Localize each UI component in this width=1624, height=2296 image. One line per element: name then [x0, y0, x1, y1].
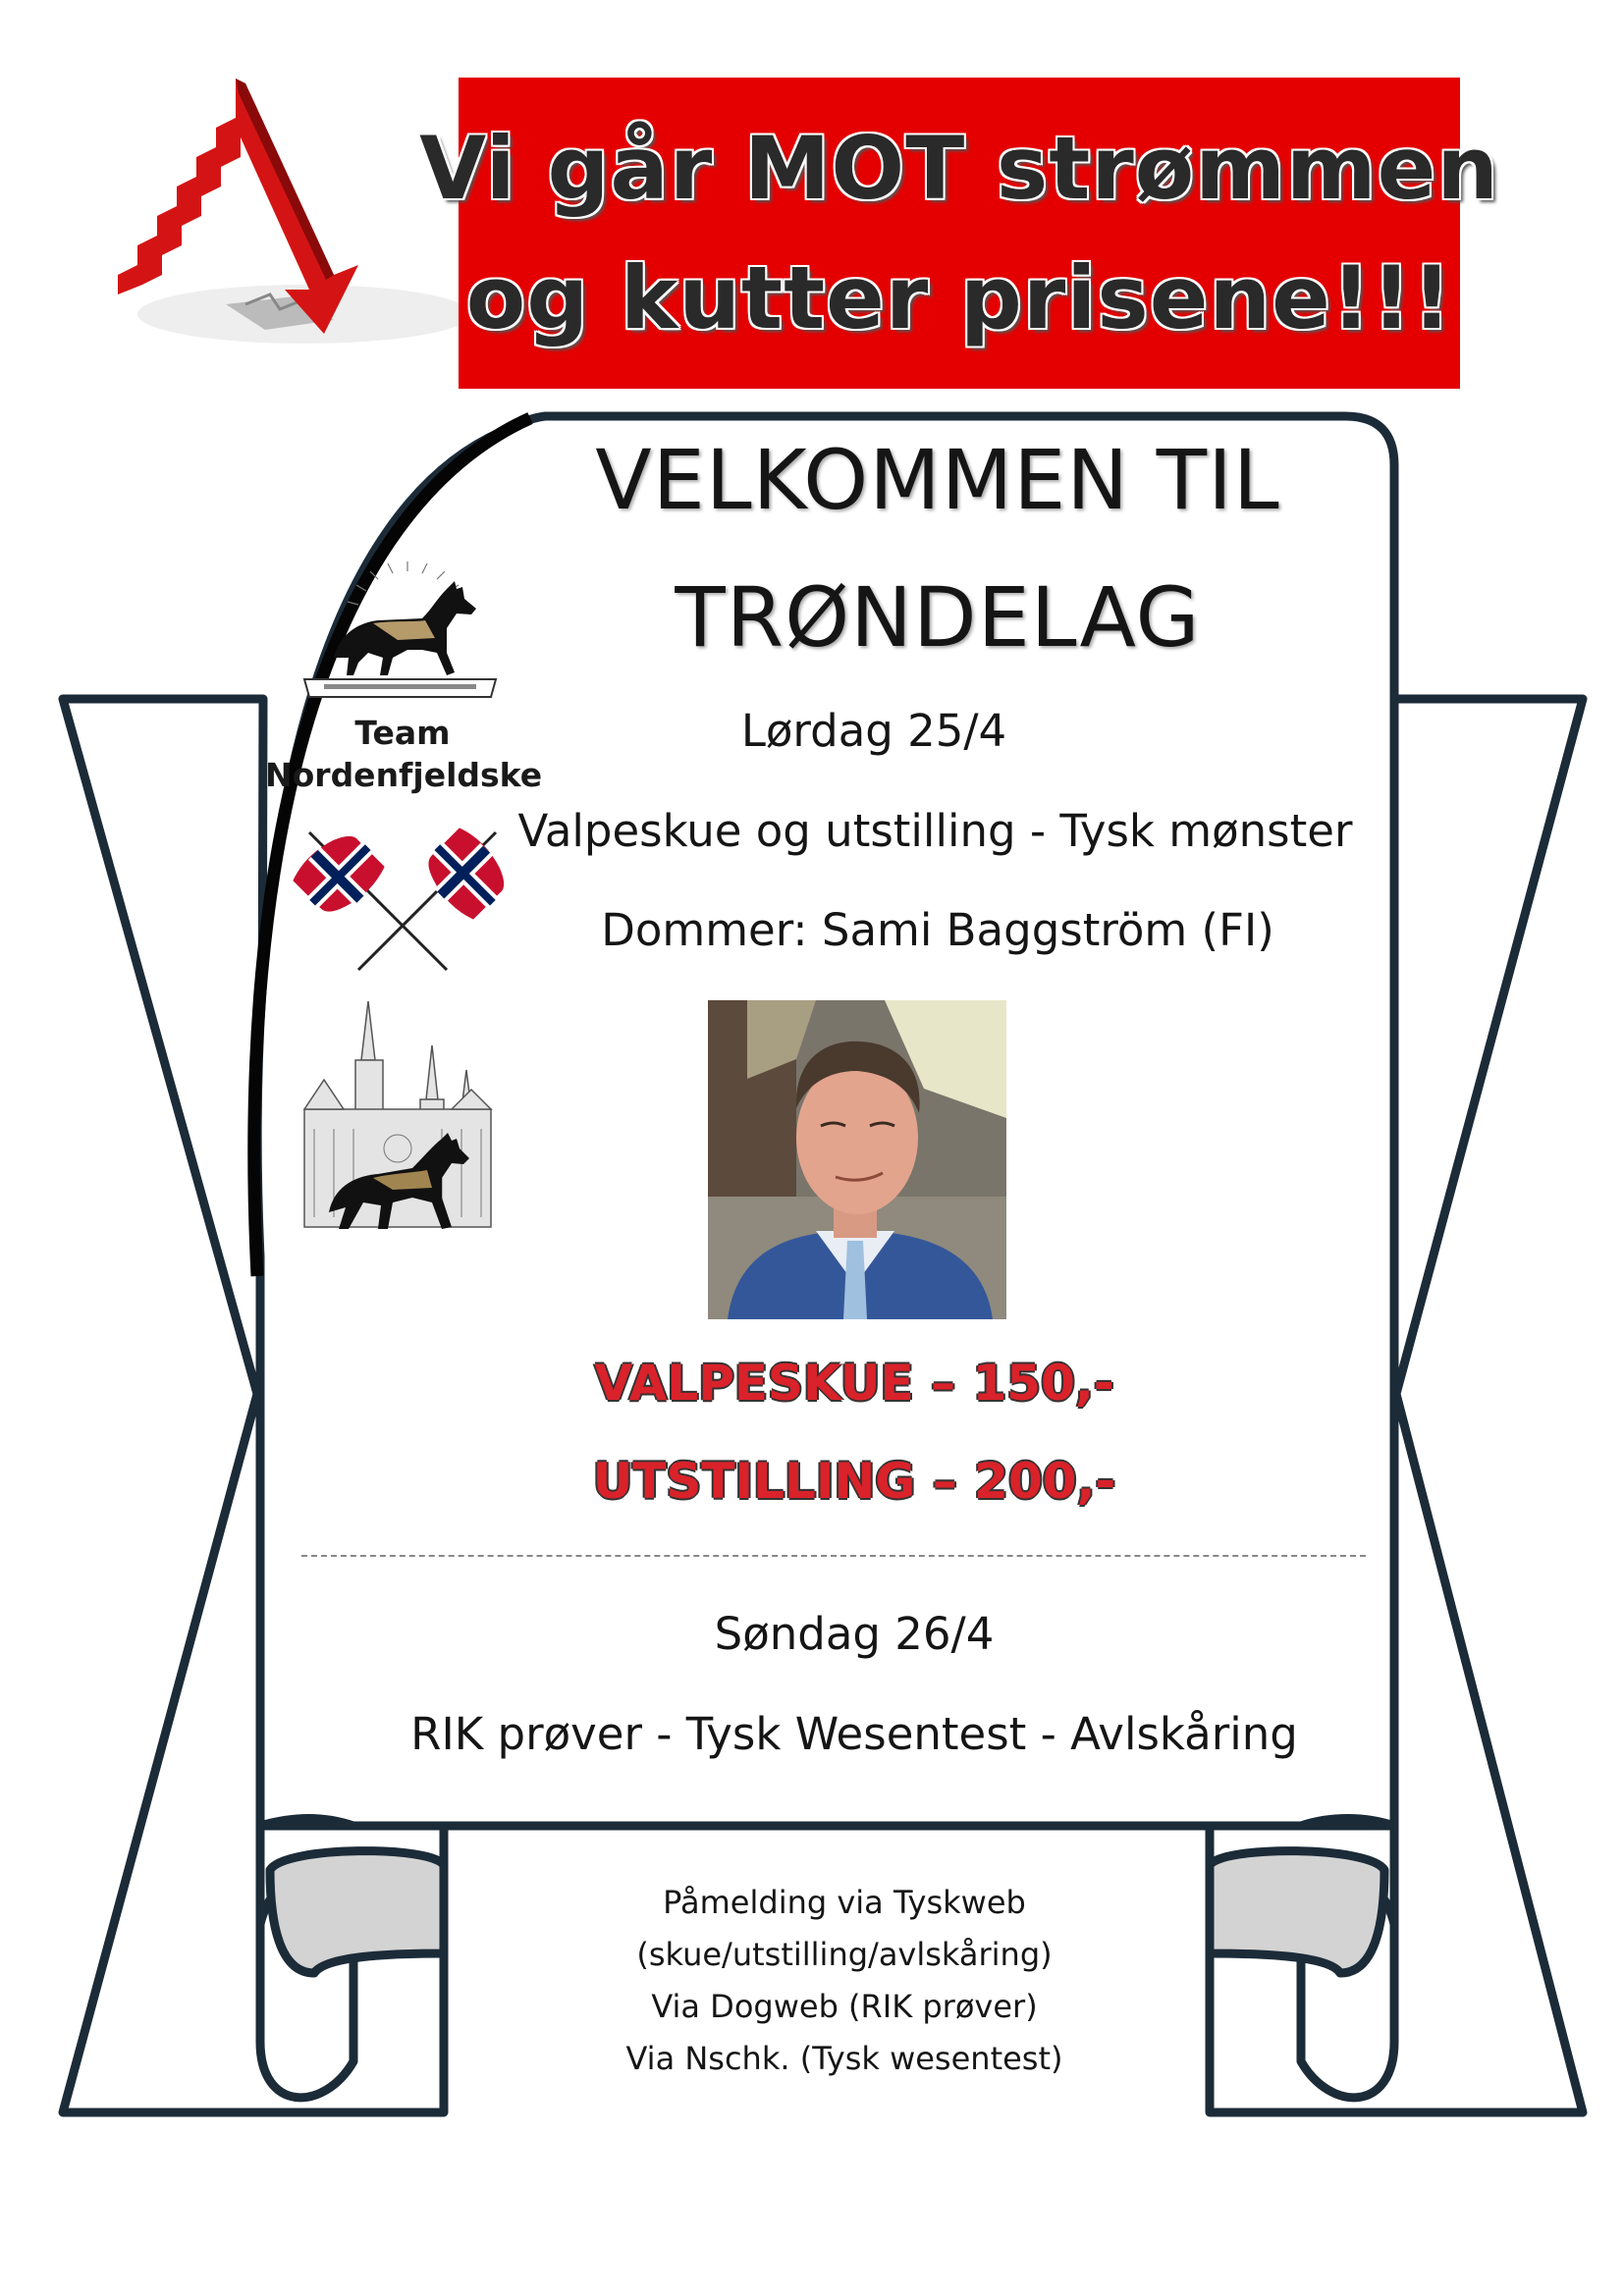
team-name-label — [265, 712, 543, 796]
price-valpeskue: VALPESKUE – 150,- — [594, 1355, 1114, 1412]
right-curl-inner — [1210, 1851, 1384, 1973]
registration-line: Påmelding via Tyskweb — [663, 1884, 1026, 1921]
crossed-norwegian-flags-icon — [290, 815, 515, 972]
left-curl-inner — [270, 1851, 444, 1973]
saturday-event: Valpeskue og utstilling - Tysk mønster — [517, 805, 1353, 857]
page-title-line-2: TRØNDELAG — [675, 569, 1201, 666]
sunday-date: Søndag 26/4 — [714, 1608, 995, 1660]
registration-info — [550, 1877, 1139, 2085]
german-shepherd-logo-icon — [299, 560, 501, 702]
page-title-line-1: VELKOMMEN TIL — [595, 432, 1280, 528]
banner-line-1: Vi går MOT strømmen — [419, 117, 1499, 219]
judge-name: Dommer: Sami Baggström (FI) — [601, 904, 1274, 956]
registration-line: (skue/utstilling/avlskåring) — [636, 1936, 1053, 1973]
sunday-event: RIK prøver - Tysk Wesentest - Avlskåring — [410, 1708, 1298, 1760]
team-label-line-2: Nordenfjeldske — [265, 756, 543, 794]
saturday-date: Lørdag 25/4 — [740, 705, 1007, 757]
banner-line-2: og kutter prisene!!! — [465, 246, 1453, 348]
registration-line: Via Nschk. (Tysk wesentest) — [625, 2040, 1063, 2077]
promo-banner — [419, 78, 1499, 389]
cathedral-with-dog-icon — [295, 1001, 501, 1252]
price-utstilling: UTSTILLING – 200,- — [592, 1453, 1116, 1510]
registration-line: Via Dogweb (RIK prøver) — [651, 1988, 1038, 2025]
falling-arrow-icon — [98, 79, 471, 353]
judge-photo — [708, 1000, 1006, 1319]
section-divider — [301, 1555, 1366, 1557]
team-label-line-1: Team — [354, 714, 451, 752]
